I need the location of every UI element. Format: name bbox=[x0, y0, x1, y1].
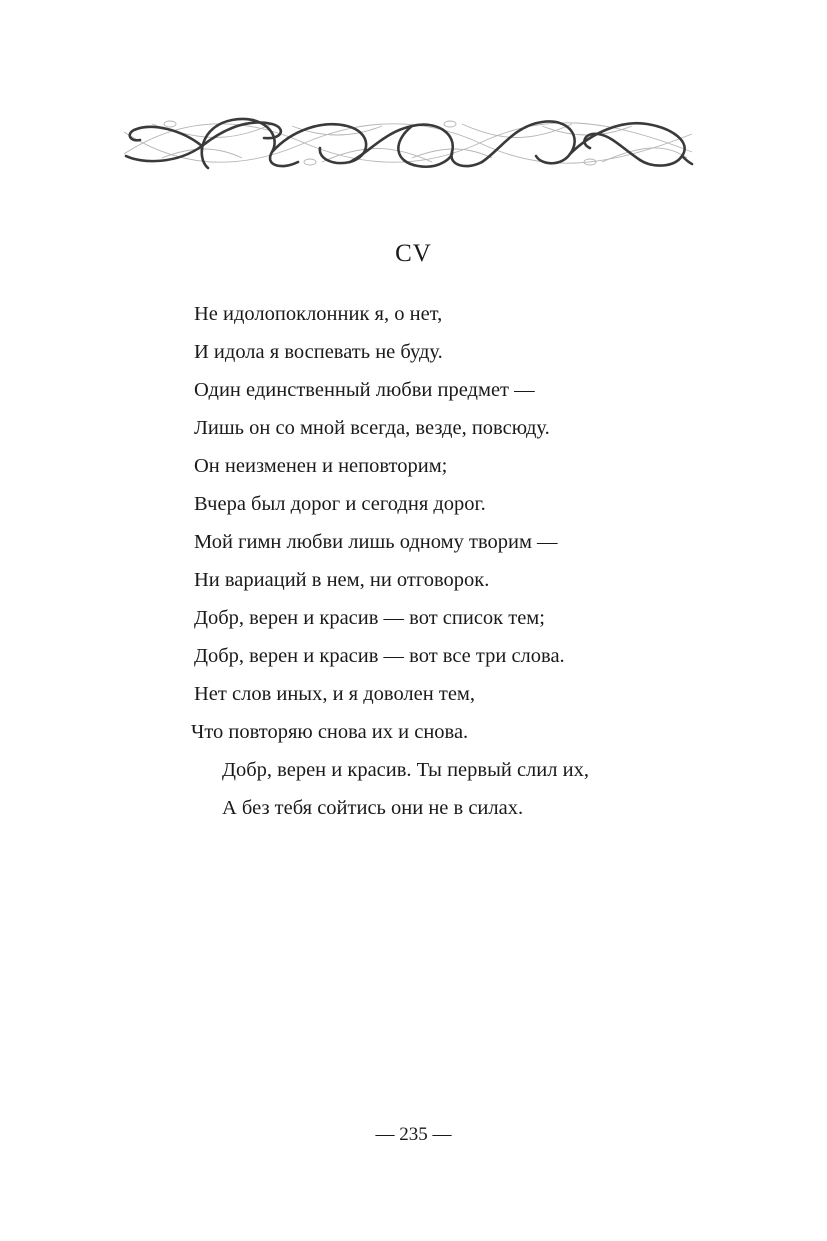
couplet-line: Добр, верен и красив. Ты первый слил их, bbox=[222, 759, 589, 781]
page-number: — 235 — bbox=[375, 1124, 452, 1145]
poem-line: Добр, верен и красив — вот все три слова. bbox=[194, 645, 565, 667]
poem-line: И идола я воспевать не буду. bbox=[194, 341, 443, 363]
sonnet-number: CV bbox=[395, 240, 432, 267]
poem-line: Он неизменен и неповторим; bbox=[194, 455, 448, 477]
poem-line: Вчера был дорог и сегодня дорог. bbox=[194, 493, 486, 515]
poem-line: Один единственный любви предмет — bbox=[194, 379, 535, 401]
poem-line: Добр, верен и красив — вот список тем; bbox=[194, 607, 545, 629]
flourish-ornament-icon bbox=[122, 112, 694, 174]
poem-line: Нет слов иных, и я доволен тем, bbox=[194, 683, 476, 705]
poem-line: Не идолопоклонник я, о нет, bbox=[194, 303, 443, 325]
poem-body bbox=[191, 295, 714, 827]
poem-line: Ни вариаций в нем, ни отговорок. bbox=[194, 569, 490, 591]
poem-line: Мой гимн любви лишь одному творим — bbox=[194, 531, 558, 553]
poem-line: Что повторяю снова их и снова. bbox=[191, 721, 469, 743]
poem-line: Лишь он со мной всегда, везде, повсюду. bbox=[194, 417, 550, 439]
couplet-line: А без тебя сойтись они не в силах. bbox=[222, 797, 524, 819]
